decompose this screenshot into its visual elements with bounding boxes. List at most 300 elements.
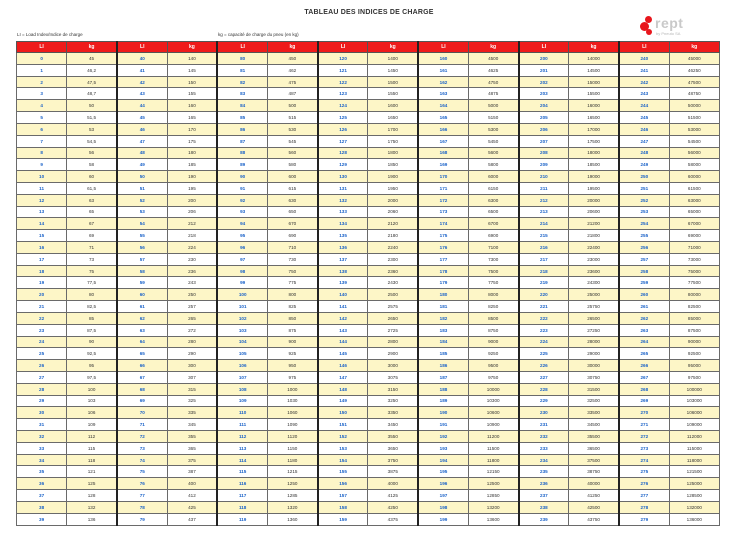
capacity-cell: 1030 bbox=[268, 395, 318, 407]
capacity-cell: 43750 bbox=[569, 513, 619, 525]
capacity-cell: 400 bbox=[167, 478, 217, 490]
capacity-cell: 450 bbox=[268, 53, 318, 65]
capacity-cell: 3000 bbox=[368, 360, 418, 372]
capacity-cell: 29000 bbox=[569, 348, 619, 360]
capacity-cell: 45000 bbox=[669, 53, 719, 65]
table-row bbox=[17, 431, 720, 443]
capacity-cell: 3875 bbox=[368, 466, 418, 478]
capacity-cell: 2430 bbox=[368, 277, 418, 289]
capacity-cell: 61,5 bbox=[67, 182, 117, 194]
capacity-cell: 115000 bbox=[669, 442, 719, 454]
load-index-cell: 246 bbox=[619, 123, 669, 135]
load-index-cell: 120 bbox=[318, 53, 368, 65]
capacity-cell: 2575 bbox=[368, 301, 418, 313]
capacity-cell: 20000 bbox=[569, 194, 619, 206]
table-row bbox=[17, 218, 720, 230]
load-index-cell: 278 bbox=[619, 501, 669, 513]
load-index-cell: 116 bbox=[217, 478, 267, 490]
table-row bbox=[17, 100, 720, 112]
capacity-cell: 42500 bbox=[569, 501, 619, 513]
load-index-cell: 119 bbox=[217, 513, 267, 525]
load-index-cell: 135 bbox=[318, 230, 368, 242]
load-index-cell: 167 bbox=[418, 135, 468, 147]
load-index-cell: 8 bbox=[17, 147, 67, 159]
load-index-cell: 82 bbox=[217, 76, 267, 88]
load-index-cell: 28 bbox=[17, 383, 67, 395]
capacity-cell: 103 bbox=[67, 395, 117, 407]
capacity-cell: 58000 bbox=[669, 159, 719, 171]
capacity-cell: 95 bbox=[67, 360, 117, 372]
load-index-cell: 243 bbox=[619, 88, 669, 100]
capacity-cell: 17000 bbox=[569, 123, 619, 135]
load-index-cell: 79 bbox=[117, 513, 167, 525]
capacity-cell: 20600 bbox=[569, 206, 619, 218]
capacity-cell: 12850 bbox=[468, 490, 518, 502]
capacity-cell: 82500 bbox=[669, 301, 719, 313]
capacity-cell: 8000 bbox=[468, 289, 518, 301]
load-index-cell: 180 bbox=[418, 289, 468, 301]
load-index-cell: 103 bbox=[217, 324, 267, 336]
load-index-cell: 159 bbox=[318, 513, 368, 525]
capacity-cell: 690 bbox=[268, 230, 318, 242]
table-row bbox=[17, 206, 720, 218]
capacity-cell: 73 bbox=[67, 253, 117, 265]
capacity-cell: 106 bbox=[67, 407, 117, 419]
capacity-cell: 950 bbox=[268, 360, 318, 372]
load-index-cell: 252 bbox=[619, 194, 669, 206]
load-index-table bbox=[16, 41, 720, 526]
load-index-cell: 106 bbox=[217, 360, 267, 372]
load-index-cell: 207 bbox=[519, 135, 569, 147]
table-row bbox=[17, 159, 720, 171]
load-index-cell: 133 bbox=[318, 206, 368, 218]
load-index-cell: 208 bbox=[519, 147, 569, 159]
table-row bbox=[17, 289, 720, 301]
load-index-cell: 40 bbox=[117, 53, 167, 65]
capacity-cell: 41250 bbox=[569, 490, 619, 502]
column-header-kg: kg bbox=[669, 42, 719, 53]
capacity-cell: 9750 bbox=[468, 371, 518, 383]
load-index-cell: 233 bbox=[519, 442, 569, 454]
capacity-cell: 2360 bbox=[368, 265, 418, 277]
capacity-cell: 3350 bbox=[368, 407, 418, 419]
capacity-cell: 13200 bbox=[468, 501, 518, 513]
capacity-cell: 615 bbox=[268, 182, 318, 194]
load-index-cell: 188 bbox=[418, 383, 468, 395]
load-index-cell: 192 bbox=[418, 431, 468, 443]
load-index-cell: 257 bbox=[619, 253, 669, 265]
capacity-cell: 121500 bbox=[669, 466, 719, 478]
capacity-cell: 1600 bbox=[368, 100, 418, 112]
capacity-cell: 8250 bbox=[468, 301, 518, 313]
capacity-cell: 2800 bbox=[368, 336, 418, 348]
load-index-cell: 32 bbox=[17, 431, 67, 443]
load-index-cell: 38 bbox=[17, 501, 67, 513]
load-index-cell: 3 bbox=[17, 88, 67, 100]
load-index-cell: 256 bbox=[619, 242, 669, 254]
load-index-cell: 59 bbox=[117, 277, 167, 289]
load-index-cell: 258 bbox=[619, 265, 669, 277]
load-index-cell: 74 bbox=[117, 454, 167, 466]
load-index-cell: 211 bbox=[519, 182, 569, 194]
load-index-cell: 48 bbox=[117, 147, 167, 159]
capacity-cell: 530 bbox=[268, 123, 318, 135]
load-index-cell: 136 bbox=[318, 242, 368, 254]
load-index-cell: 185 bbox=[418, 348, 468, 360]
capacity-cell: 212 bbox=[167, 218, 217, 230]
capacity-cell: 21200 bbox=[569, 218, 619, 230]
load-index-cell: 166 bbox=[418, 123, 468, 135]
capacity-cell: 185 bbox=[167, 159, 217, 171]
load-index-cell: 123 bbox=[318, 88, 368, 100]
capacity-cell: 6000 bbox=[468, 171, 518, 183]
load-index-cell: 201 bbox=[519, 64, 569, 76]
load-index-cell: 122 bbox=[318, 76, 368, 88]
load-index-cell: 218 bbox=[519, 265, 569, 277]
capacity-cell: 18000 bbox=[569, 147, 619, 159]
capacity-cell: 3150 bbox=[368, 383, 418, 395]
capacity-cell: 925 bbox=[268, 348, 318, 360]
load-index-cell: 41 bbox=[117, 64, 167, 76]
capacity-cell: 25000 bbox=[569, 289, 619, 301]
capacity-cell: 1000 bbox=[268, 383, 318, 395]
table-row bbox=[17, 76, 720, 88]
capacity-cell: 325 bbox=[167, 395, 217, 407]
load-index-cell: 184 bbox=[418, 336, 468, 348]
capacity-cell: 224 bbox=[167, 242, 217, 254]
capacity-cell: 335 bbox=[167, 407, 217, 419]
load-index-cell: 164 bbox=[418, 100, 468, 112]
capacity-cell: 51500 bbox=[669, 112, 719, 124]
load-index-cell: 126 bbox=[318, 123, 368, 135]
capacity-cell: 290 bbox=[167, 348, 217, 360]
capacity-cell: 136000 bbox=[669, 513, 719, 525]
capacity-cell: 18500 bbox=[569, 159, 619, 171]
capacity-cell: 14000 bbox=[569, 53, 619, 65]
capacity-cell: 97,5 bbox=[67, 371, 117, 383]
capacity-cell: 32500 bbox=[569, 395, 619, 407]
load-index-cell: 110 bbox=[217, 407, 267, 419]
load-index-cell: 117 bbox=[217, 490, 267, 502]
load-index-cell: 269 bbox=[619, 395, 669, 407]
capacity-cell: 300 bbox=[167, 360, 217, 372]
capacity-cell: 112 bbox=[67, 431, 117, 443]
capacity-cell: 170 bbox=[167, 123, 217, 135]
legend-capacity: kg = capacité de charge du pneu (en kg) bbox=[218, 32, 299, 37]
capacity-cell: 545 bbox=[268, 135, 318, 147]
load-index-cell: 36 bbox=[17, 478, 67, 490]
load-index-cell: 149 bbox=[318, 395, 368, 407]
load-index-cell: 146 bbox=[318, 360, 368, 372]
load-index-cell: 205 bbox=[519, 112, 569, 124]
load-index-cell: 121 bbox=[318, 64, 368, 76]
load-index-cell: 115 bbox=[217, 466, 267, 478]
capacity-cell: 38750 bbox=[569, 466, 619, 478]
load-index-cell: 144 bbox=[318, 336, 368, 348]
load-index-cell: 80 bbox=[217, 53, 267, 65]
load-index-cell: 95 bbox=[217, 230, 267, 242]
load-index-cell: 174 bbox=[418, 218, 468, 230]
capacity-cell: 65000 bbox=[669, 206, 719, 218]
load-index-cell: 125 bbox=[318, 112, 368, 124]
load-index-cell: 58 bbox=[117, 265, 167, 277]
capacity-cell: 63000 bbox=[669, 194, 719, 206]
load-index-cell: 153 bbox=[318, 442, 368, 454]
load-index-cell: 171 bbox=[418, 182, 468, 194]
capacity-cell: 100000 bbox=[669, 383, 719, 395]
load-index-cell: 189 bbox=[418, 395, 468, 407]
table-row bbox=[17, 407, 720, 419]
column-header-li: LI bbox=[519, 42, 569, 53]
capacity-cell: 16000 bbox=[569, 100, 619, 112]
load-index-cell: 49 bbox=[117, 159, 167, 171]
capacity-cell: 1120 bbox=[268, 431, 318, 443]
capacity-cell: 60000 bbox=[669, 171, 719, 183]
capacity-cell: 4625 bbox=[468, 64, 518, 76]
load-index-cell: 150 bbox=[318, 407, 368, 419]
capacity-cell: 825 bbox=[268, 301, 318, 313]
table-row bbox=[17, 371, 720, 383]
capacity-cell: 14500 bbox=[569, 64, 619, 76]
capacity-cell: 25750 bbox=[569, 301, 619, 313]
capacity-cell: 56000 bbox=[669, 147, 719, 159]
capacity-cell: 30000 bbox=[569, 360, 619, 372]
load-index-cell: 137 bbox=[318, 253, 368, 265]
table-row bbox=[17, 53, 720, 65]
load-index-cell: 264 bbox=[619, 336, 669, 348]
load-index-cell: 62 bbox=[117, 312, 167, 324]
capacity-cell: 9250 bbox=[468, 348, 518, 360]
column-header-kg: kg bbox=[468, 42, 518, 53]
load-index-cell: 168 bbox=[418, 147, 468, 159]
capacity-cell: 118 bbox=[67, 454, 117, 466]
capacity-cell: 9000 bbox=[468, 336, 518, 348]
load-index-cell: 255 bbox=[619, 230, 669, 242]
capacity-cell: 46,2 bbox=[67, 64, 117, 76]
legend-load-index: LI = Load Index/Indice de charge bbox=[17, 32, 83, 37]
capacity-cell: 1750 bbox=[368, 135, 418, 147]
load-index-cell: 161 bbox=[418, 64, 468, 76]
load-index-cell: 182 bbox=[418, 312, 468, 324]
capacity-cell: 437 bbox=[167, 513, 217, 525]
capacity-cell: 1090 bbox=[268, 419, 318, 431]
capacity-cell: 45 bbox=[67, 53, 117, 65]
capacity-cell: 4750 bbox=[468, 76, 518, 88]
load-index-cell: 127 bbox=[318, 135, 368, 147]
load-index-cell: 268 bbox=[619, 383, 669, 395]
capacity-cell: 19500 bbox=[569, 182, 619, 194]
capacity-cell: 7300 bbox=[468, 253, 518, 265]
page-title: TABLEAU DES INDICES DE CHARGE bbox=[304, 9, 434, 16]
capacity-cell: 150 bbox=[167, 76, 217, 88]
capacity-cell: 87500 bbox=[669, 324, 719, 336]
capacity-cell: 2725 bbox=[368, 324, 418, 336]
capacity-cell: 560 bbox=[268, 147, 318, 159]
load-index-cell: 216 bbox=[519, 242, 569, 254]
capacity-cell: 750 bbox=[268, 265, 318, 277]
load-index-cell: 249 bbox=[619, 159, 669, 171]
load-index-cell: 217 bbox=[519, 253, 569, 265]
load-index-cell: 90 bbox=[217, 171, 267, 183]
capacity-cell: 85000 bbox=[669, 312, 719, 324]
capacity-cell: 8750 bbox=[468, 324, 518, 336]
load-index-cell: 199 bbox=[418, 513, 468, 525]
load-index-cell: 160 bbox=[418, 53, 468, 65]
load-index-cell: 46 bbox=[117, 123, 167, 135]
capacity-cell: 11200 bbox=[468, 431, 518, 443]
load-index-cell: 63 bbox=[117, 324, 167, 336]
load-index-cell: 76 bbox=[117, 478, 167, 490]
load-index-cell: 91 bbox=[217, 182, 267, 194]
load-index-cell: 13 bbox=[17, 206, 67, 218]
load-index-cell: 23 bbox=[17, 324, 67, 336]
load-index-cell: 118 bbox=[217, 501, 267, 513]
capacity-cell: 100 bbox=[67, 383, 117, 395]
capacity-cell: 118000 bbox=[669, 454, 719, 466]
load-index-cell: 254 bbox=[619, 218, 669, 230]
capacity-cell: 54500 bbox=[669, 135, 719, 147]
table-row bbox=[17, 194, 720, 206]
load-index-cell: 214 bbox=[519, 218, 569, 230]
load-index-cell: 98 bbox=[217, 265, 267, 277]
load-index-cell: 1 bbox=[17, 64, 67, 76]
table-body bbox=[17, 53, 720, 526]
load-index-cell: 235 bbox=[519, 466, 569, 478]
capacity-cell: 775 bbox=[268, 277, 318, 289]
logo-text: rept bbox=[655, 15, 684, 31]
table-row bbox=[17, 135, 720, 147]
load-index-cell: 265 bbox=[619, 348, 669, 360]
load-index-cell: 9 bbox=[17, 159, 67, 171]
capacity-cell: 375 bbox=[167, 454, 217, 466]
capacity-cell: 95000 bbox=[669, 360, 719, 372]
load-index-cell: 259 bbox=[619, 277, 669, 289]
brand-logo bbox=[637, 12, 699, 42]
capacity-cell: 345 bbox=[167, 419, 217, 431]
load-index-cell: 31 bbox=[17, 419, 67, 431]
capacity-cell: 30750 bbox=[569, 371, 619, 383]
table-row bbox=[17, 64, 720, 76]
capacity-cell: 5300 bbox=[468, 123, 518, 135]
capacity-cell: 82,5 bbox=[67, 301, 117, 313]
table-row bbox=[17, 360, 720, 372]
load-index-cell: 15 bbox=[17, 230, 67, 242]
capacity-cell: 600 bbox=[268, 171, 318, 183]
load-index-cell: 140 bbox=[318, 289, 368, 301]
load-index-cell: 228 bbox=[519, 383, 569, 395]
load-index-cell: 247 bbox=[619, 135, 669, 147]
load-index-cell: 69 bbox=[117, 395, 167, 407]
capacity-cell: 8500 bbox=[468, 312, 518, 324]
load-index-cell: 130 bbox=[318, 171, 368, 183]
capacity-cell: 67 bbox=[67, 218, 117, 230]
load-index-cell: 238 bbox=[519, 501, 569, 513]
load-index-cell: 196 bbox=[418, 478, 468, 490]
load-index-cell: 43 bbox=[117, 88, 167, 100]
capacity-cell: 3750 bbox=[368, 454, 418, 466]
load-index-cell: 0 bbox=[17, 53, 67, 65]
load-index-cell: 2 bbox=[17, 76, 67, 88]
capacity-cell: 17500 bbox=[569, 135, 619, 147]
capacity-cell: 2180 bbox=[368, 230, 418, 242]
load-index-cell: 195 bbox=[418, 466, 468, 478]
load-index-cell: 148 bbox=[318, 383, 368, 395]
load-index-cell: 226 bbox=[519, 360, 569, 372]
load-index-cell: 232 bbox=[519, 431, 569, 443]
capacity-cell: 5000 bbox=[468, 100, 518, 112]
load-index-cell: 263 bbox=[619, 324, 669, 336]
load-index-cell: 236 bbox=[519, 478, 569, 490]
load-index-cell: 203 bbox=[519, 88, 569, 100]
load-index-cell: 154 bbox=[318, 454, 368, 466]
capacity-cell: 136 bbox=[67, 513, 117, 525]
capacity-cell: 1850 bbox=[368, 159, 418, 171]
load-index-cell: 222 bbox=[519, 312, 569, 324]
capacity-cell: 65 bbox=[67, 206, 117, 218]
capacity-cell: 2900 bbox=[368, 348, 418, 360]
capacity-cell: 155 bbox=[167, 88, 217, 100]
load-index-cell: 206 bbox=[519, 123, 569, 135]
capacity-cell: 412 bbox=[167, 490, 217, 502]
logo-dot-icon bbox=[646, 29, 652, 35]
column-header-li: LI bbox=[619, 42, 669, 53]
load-index-cell: 107 bbox=[217, 371, 267, 383]
table-row bbox=[17, 182, 720, 194]
load-index-cell: 202 bbox=[519, 76, 569, 88]
capacity-cell: 975 bbox=[268, 371, 318, 383]
table-header-row bbox=[17, 42, 720, 53]
capacity-cell: 128500 bbox=[669, 490, 719, 502]
capacity-cell: 2060 bbox=[368, 206, 418, 218]
load-index-cell: 163 bbox=[418, 88, 468, 100]
load-index-cell: 234 bbox=[519, 454, 569, 466]
capacity-cell: 12500 bbox=[468, 478, 518, 490]
capacity-cell: 6900 bbox=[468, 230, 518, 242]
table-row bbox=[17, 253, 720, 265]
capacity-cell: 19000 bbox=[569, 171, 619, 183]
load-index-cell: 187 bbox=[418, 371, 468, 383]
table-row bbox=[17, 324, 720, 336]
load-index-cell: 210 bbox=[519, 171, 569, 183]
table-row bbox=[17, 490, 720, 502]
load-index-cell: 50 bbox=[117, 171, 167, 183]
column-header-li: LI bbox=[217, 42, 267, 53]
load-index-cell: 237 bbox=[519, 490, 569, 502]
load-index-cell: 89 bbox=[217, 159, 267, 171]
capacity-cell: 6700 bbox=[468, 218, 518, 230]
capacity-cell: 132000 bbox=[669, 501, 719, 513]
capacity-cell: 50000 bbox=[669, 100, 719, 112]
capacity-cell: 630 bbox=[268, 194, 318, 206]
capacity-cell: 69 bbox=[67, 230, 117, 242]
load-index-cell: 138 bbox=[318, 265, 368, 277]
load-index-cell: 100 bbox=[217, 289, 267, 301]
capacity-cell: 54,5 bbox=[67, 135, 117, 147]
load-index-cell: 186 bbox=[418, 360, 468, 372]
load-index-cell: 279 bbox=[619, 513, 669, 525]
capacity-cell: 33500 bbox=[569, 407, 619, 419]
capacity-cell: 243 bbox=[167, 277, 217, 289]
load-index-cell: 114 bbox=[217, 454, 267, 466]
load-index-cell: 85 bbox=[217, 112, 267, 124]
capacity-cell: 73000 bbox=[669, 253, 719, 265]
load-index-cell: 109 bbox=[217, 395, 267, 407]
load-index-cell: 209 bbox=[519, 159, 569, 171]
load-index-cell: 52 bbox=[117, 194, 167, 206]
capacity-cell: 11800 bbox=[468, 454, 518, 466]
load-index-cell: 57 bbox=[117, 253, 167, 265]
capacity-cell: 28000 bbox=[569, 336, 619, 348]
